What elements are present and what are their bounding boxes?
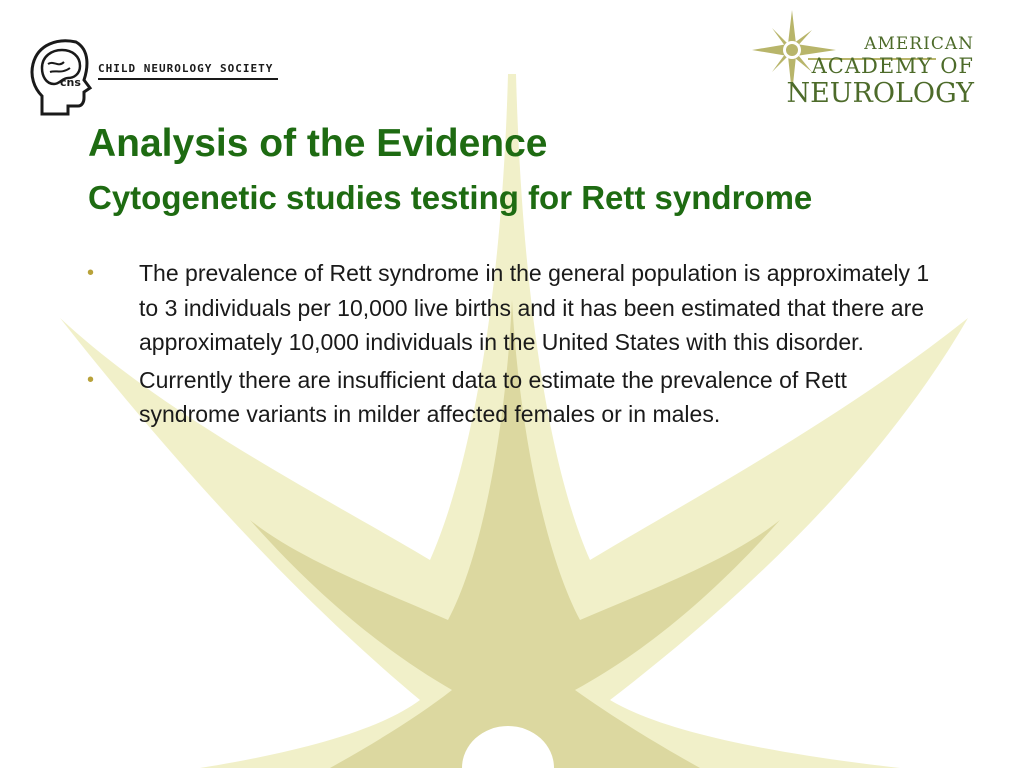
- bullet-dot: •: [87, 262, 95, 284]
- slide-subtitle: Cytogenetic studies testing for Rett syndrome: [88, 179, 813, 216]
- bullet-text: Currently there are insufficient data to estimate the prevalence of Rett syndrome variants in milder affected females or in males.: [139, 366, 847, 427]
- cns-abbreviation: cns: [60, 76, 81, 89]
- aan-text-line2: ACADEMY OF: [811, 54, 974, 78]
- bullet-dot: •: [87, 368, 95, 391]
- bullet-text: The prevalence of Rett syndrome in the general population is approximately 1 to 3 individuals per 10,000 live births and it has been estimated that there are approximately 10,000 individuals in the United States with this disorder.: [139, 260, 930, 355]
- bullet-list: [84, 256, 934, 435]
- cns-name: CHILD NEUROLOGY SOCIETY: [98, 62, 274, 75]
- aan-logo: [750, 10, 1000, 110]
- bullet-item: [84, 363, 934, 432]
- cns-logo: [28, 38, 288, 118]
- bullet-item: [84, 256, 934, 360]
- aan-text-line1: AMERICAN: [864, 34, 974, 54]
- cns-underline: [98, 78, 278, 80]
- aan-text-line3: NEUROLOGY: [786, 78, 974, 109]
- slide-title: Analysis of the Evidence: [88, 122, 548, 165]
